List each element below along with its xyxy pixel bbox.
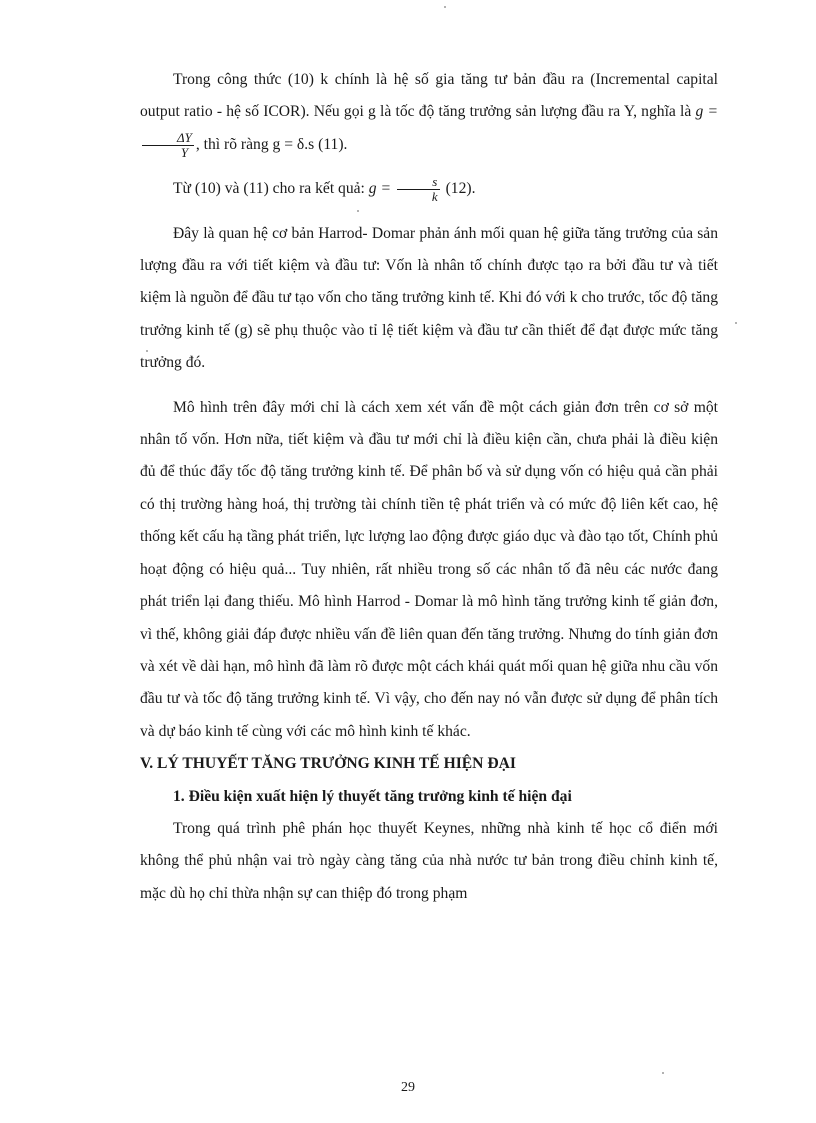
fraction-dy-over-y: [142, 131, 194, 160]
page-number: 29: [401, 1080, 415, 1095]
body-text: [140, 64, 718, 910]
fraction-denominator: k: [431, 189, 438, 205]
paragraph-result: [140, 173, 718, 205]
section-heading: V. LÝ THUYẾT TĂNG TRƯỞNG KINH TẾ HIỆN ĐẠI: [140, 755, 516, 773]
scan-speck: [146, 350, 148, 352]
paragraph-text: Từ (10) và (11) cho ra kết quả:: [173, 180, 369, 198]
scan-speck: [444, 6, 446, 8]
paragraph-harrod-domar: Đây là quan hệ cơ bản Harrod- Domar phản ánh mối quan hệ giữa tăng trưởng của sản lượng đầu ra với tiết kiệm và đầu tư: Vốn là nhân tố chính được tạo ra bởi đầu tư và tiết kiệm là nguồn để đầu tư tạo vốn cho tăng trưởng kinh tế. Khi đó với k cho trước, tốc độ tăng trưởng kinh tế (g) sẽ phụ thuộc vào tỉ lệ tiết kiệm và đầu tư cần thiết để đạt được mức tăng trưởng đó.: [140, 224, 719, 372]
formula-g-lhs: g =: [695, 103, 719, 121]
formula-g2-lhs: g =: [368, 180, 392, 198]
fraction-numerator: ΔY: [142, 131, 194, 146]
scan-speck: [357, 210, 359, 212]
scan-speck: [662, 1072, 664, 1074]
fraction-denominator: Y: [180, 144, 189, 160]
subsection-heading: 1. Điều kiện xuất hiện lý thuyết tăng trưởng kinh tế hiện đại: [173, 787, 572, 805]
paragraph-text: Trong công thức (10) k chính là hệ số gia tăng tư bản đầu ra (Incremental capital output ratio - hệ số ICOR). Nếu gọi g là tốc độ tăng trưởng sản lượng đầu ra Y, nghĩa là: [140, 71, 718, 121]
scan-speck: [735, 322, 737, 324]
paragraph-model-limits: Mô hình trên đây mới chỉ là cách xem xét vấn đề một cách giản đơn trên cơ sở một nhân tố vốn. Hơn nữa, tiết kiệm và đầu tư mới chỉ là điều kiện cần, chưa phải là điều kiện đủ để thúc đẩy tốc độ tăng trưởng kinh tế. Để phân bố và sử dụng vốn có hiệu quả cần phải có thị trường hàng hoá, thị trường tài chính tiền tệ phát triển và có mức độ liên kết cao, hệ thống kết cấu hạ tầng phát triển, lực lượng lao động được giáo dục và đào tạo tốt, Chính phủ hoạt động có hiệu quả... Tuy nhiên, rất nhiều trong số các nhân tố đã nêu các nước đang phát triển lại đang thiếu. Mô hình Harrod - Domar là mô hình tăng trưởng kinh tế giản đơn, vì thế, không giải đáp được nhiều vấn đề liên quan đến tăng trưởng. Nhưng do tính giản đơn và xét về dài hạn, mô hình đã làm rõ được một cách khái quát mối quan hệ giữa nhu cầu vốn đầu tư và tốc độ tăng trưởng kinh tế. Vì vậy, cho đến nay nó vẫn được sử dụng để phân tích và dự báo kinh tế cùng với các mô hình kinh tế khác.: [140, 398, 718, 740]
fraction-numerator: s: [397, 175, 440, 190]
paragraph-icor: [140, 64, 718, 161]
fraction-s-over-k: [397, 175, 440, 204]
paragraph-keynes: Trong quá trình phê phán học thuyết Keynes, những nhà kinh tế học cổ điển mới không thể phủ nhận vai trò ngày càng tăng của nhà nước tư bản trong điều chỉnh kinh tế, mặc dù họ chỉ thừa nhận sự can thiệp đó trong phạm: [140, 819, 718, 902]
paragraph-text: , thì rõ ràng g = δ.s (11).: [195, 135, 348, 153]
paragraph-text: (12).: [441, 180, 476, 198]
